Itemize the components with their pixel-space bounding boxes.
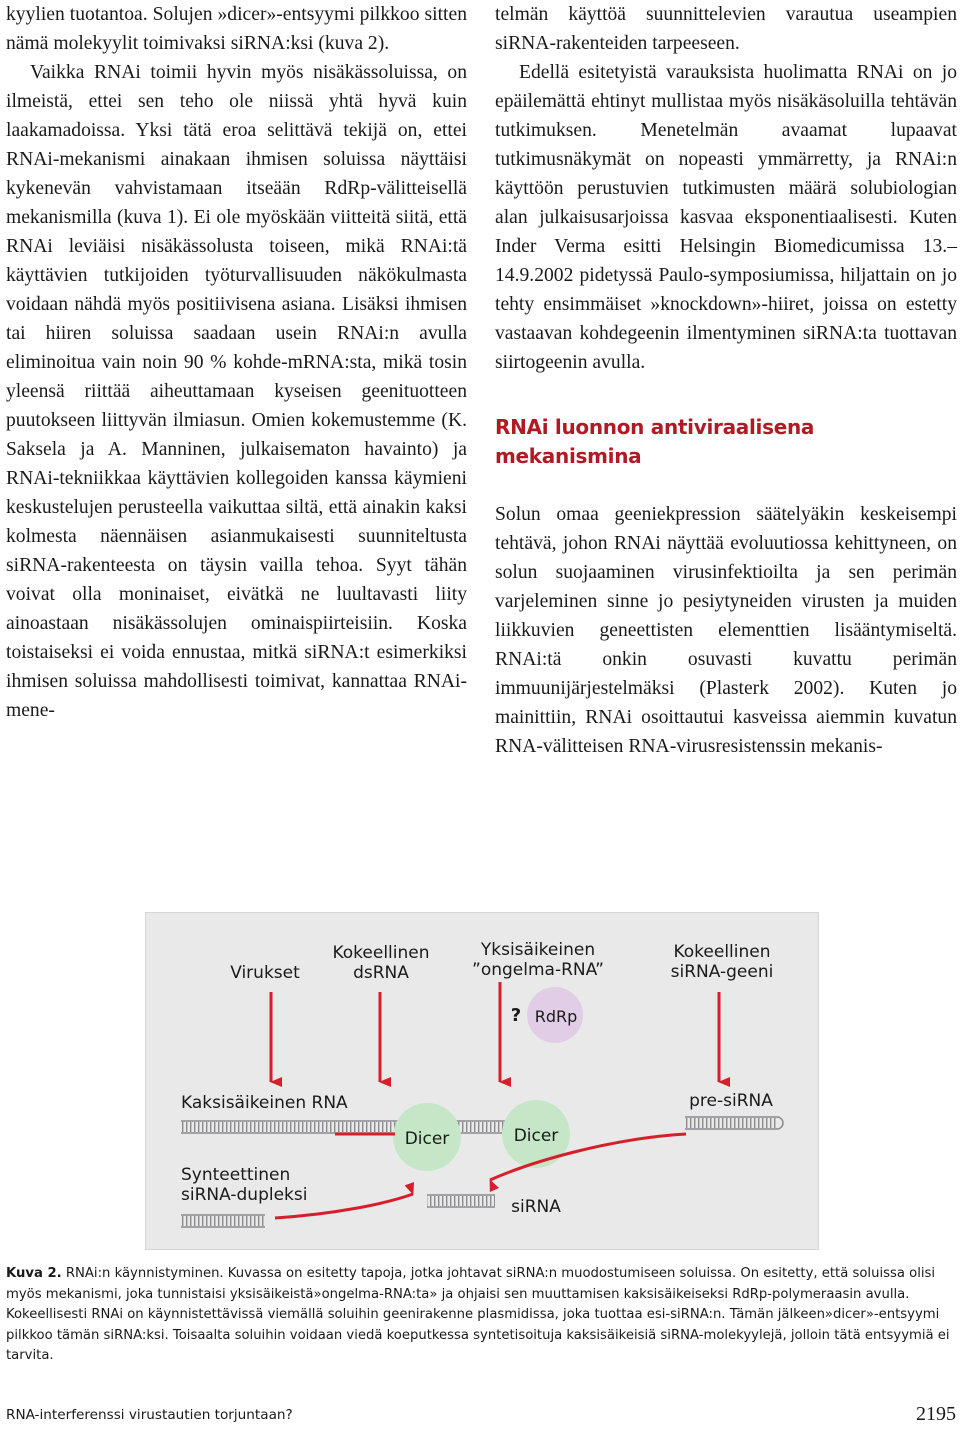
label-dicer-left: Dicer [404, 1129, 450, 1149]
label-exp-dsrna-line1: Kokeellinen [332, 943, 430, 963]
right-column [495, 0, 957, 761]
running-title: RNA-interferenssi virustautien torjuntaan? [6, 1407, 293, 1423]
ds-rna-strand [181, 1122, 531, 1132]
label-viruses: Virukset [230, 963, 300, 983]
sirna-duplex [427, 1196, 495, 1206]
paragraph: telmän käyttöä suunnittelevien varautua useampien siRNA-rakenteiden tarpeeseen. [495, 4, 957, 54]
paragraph: kyylien tuotantoa. Solujen »dicer»-entsyymi pilkkoo sitten nämä molekyylit toimivaksi siRNA:ksi (kuva 2). [6, 4, 467, 54]
paragraph: Vaikka RNAi toimii hyvin myös nisäkässoluissa, on ilmeistä, ettei sen teho ole niissä yhtä hyvä kuin laakamadoissa. Yksi tätä eroa selittävä tekijä on, ettei RNAi-mekanismi ainakaan ihmisen soluissa näyttäisi kykenevän vahvistamaan itseään RdRp-välitteisellä mekanismilla (kuva 1). Ei ole myöskään viitteitä siitä, että RNAi leviäisi nisäkässolusta toiseen, mikä RNAi:tä käyttävien tutkijoiden työturvallisuuden näkökulmasta voidaan nähdä myös positiivisena asiana. Lisäksi ihmisen tai hiiren soluissa saadaan usein RNAi:n avulla eliminoitua vain noin 90 % kohde-mRNA:sta, mikä tosin yleensä riittää aiheuttamaan kyseisen geenituotteen puutokseen liittyvän ilmiasun. Omien kokemustemme (K. Saksela ja A. Manninen, julkaisematon havainto) ja RNAi-tekniikkaa käyttävien kollegoiden kanssa käymieni keskustelujen perusteella vaikuttaa siltä, että ainakin kaksi kolmesta näennäisen asianmukaisesti suunniteltusta siRNA-rakenteesta on täysin vailla tehoa. Syyt tähän voivat olla moninaiset, eivätkä ne luultavasti liity ainoastaan nisäkässolujen ominaispiirteisiin. Koska toistaiseksi ei voida ennustaa, mitkä siRNA:t esimerkiksi ihmisen soluissa mahdollisesti toimivat, kannattaa RNAi-mene- [6, 62, 467, 721]
label-exp-sirna-gene-line2: siRNA-geeni [670, 962, 774, 982]
paragraph: Edellä esitetyistä varauksista huolimatta RNAi on jo epäilemättä ehtinyt mullistaa myös nisäkäsoluilla tehtävän tutkimuksen. Menetelmän avaamat lupaavat tutkimusnäkymät on nopeasti ymmärretty, ja RNAi:n käyttöön perustuvien tutkimusten määrä solubiologian alan julkaisusarjoissa kasvaa eksponentiaalisesti. Kuten Inder Verma esitti Helsingin Biomedicumissa 13.–14.9.2002 pidetyssä Paulo-symposiumissa, hiljattain on jo tehty ensimmäiset »knockdown»-hiiret, joissa on estetty vastaavan kohdegeenin ilmentyminen siRNA:ta tuottavan siirtogeenin avulla. [495, 62, 957, 373]
label-rdrp: RdRp [534, 1007, 578, 1026]
left-column [6, 0, 467, 725]
section-heading: RNAi luonnon antiviraalisena mekanismina [495, 415, 815, 468]
synthetic-sirna-duplex [181, 1216, 265, 1226]
label-ss-rna-line1: Yksisäikeinen [480, 940, 596, 960]
label-pre-sirna: pre-siRNA [689, 1091, 773, 1111]
label-sirna: siRNA [511, 1197, 561, 1217]
rdrp-question-mark: ? [510, 1005, 522, 1026]
pre-sirna-hairpin [685, 1118, 777, 1128]
label-ds-rna: Kaksisäikeinen RNA [181, 1093, 348, 1113]
caption-label: Kuva 2. [6, 1266, 62, 1281]
caption-text: RNAi:n käynnistyminen. Kuvassa on esitetty tapoja, jotka johtavat siRNA:n muodostumiseen soluissa. On esitetty, että soluissa olisi myös mekanismi, joka tunnistaisi yksisäikeistä»ongelma-RNA:ta» ja ohjaisi sen muuttamisen kaksisäikeiseksi RdRp-polymeraasin avulla. Kokeellisesti RNAi on käynnistettävissä viemällä soluihin geenirakenne plasmidissa, joka tuottaa esi-siRNA:n. Tämän jälkeen»dicer»-entsyymi pilkkoo tämän siRNA:ksi. Toisaalta soluihin voidaan viedä koeputkessa syntetisoituja kaksisäikeisiä siRNA-molekyylejä, jolloin tätä entsyymiä ei tarvita. [6, 1266, 950, 1364]
label-exp-sirna-gene-line1: Kokeellinen [673, 942, 771, 962]
label-exp-dsrna-line2: dsRNA [353, 963, 409, 983]
label-dicer-right: Dicer [513, 1126, 559, 1146]
paragraph: Solun omaa geeniekpression säätelyäkin keskeisempi tehtävä, johon RNAi näyttää evoluutiossa kehittyneen, on solun suojaaminen virusinfektioilta ja sen perimän varjeleminen sinne jo pesiytyneiden virusten ja muiden liikkuvien geneettisten elementtien lisääntymiseltä. RNAi:tä onkin osuvasti kuvattu perimän immuunijärjestelmäksi (Plasterk 2002). Kuten jo mainittiin, RNAi osoittautui kasveissa aiemmin kuvatun RNA-välitteisen RNA-virusresistenssin mekanis- [495, 504, 957, 757]
page-number: 2195 [916, 1403, 956, 1425]
label-synthetic-line1: Synteettinen [181, 1165, 291, 1185]
rnai-initiation-diagram [145, 912, 819, 1250]
figure-caption [6, 1264, 957, 1367]
label-synthetic-line2: siRNA-dupleksi [181, 1185, 308, 1205]
label-ss-rna-line2: ”ongelma-RNA” [472, 960, 604, 980]
